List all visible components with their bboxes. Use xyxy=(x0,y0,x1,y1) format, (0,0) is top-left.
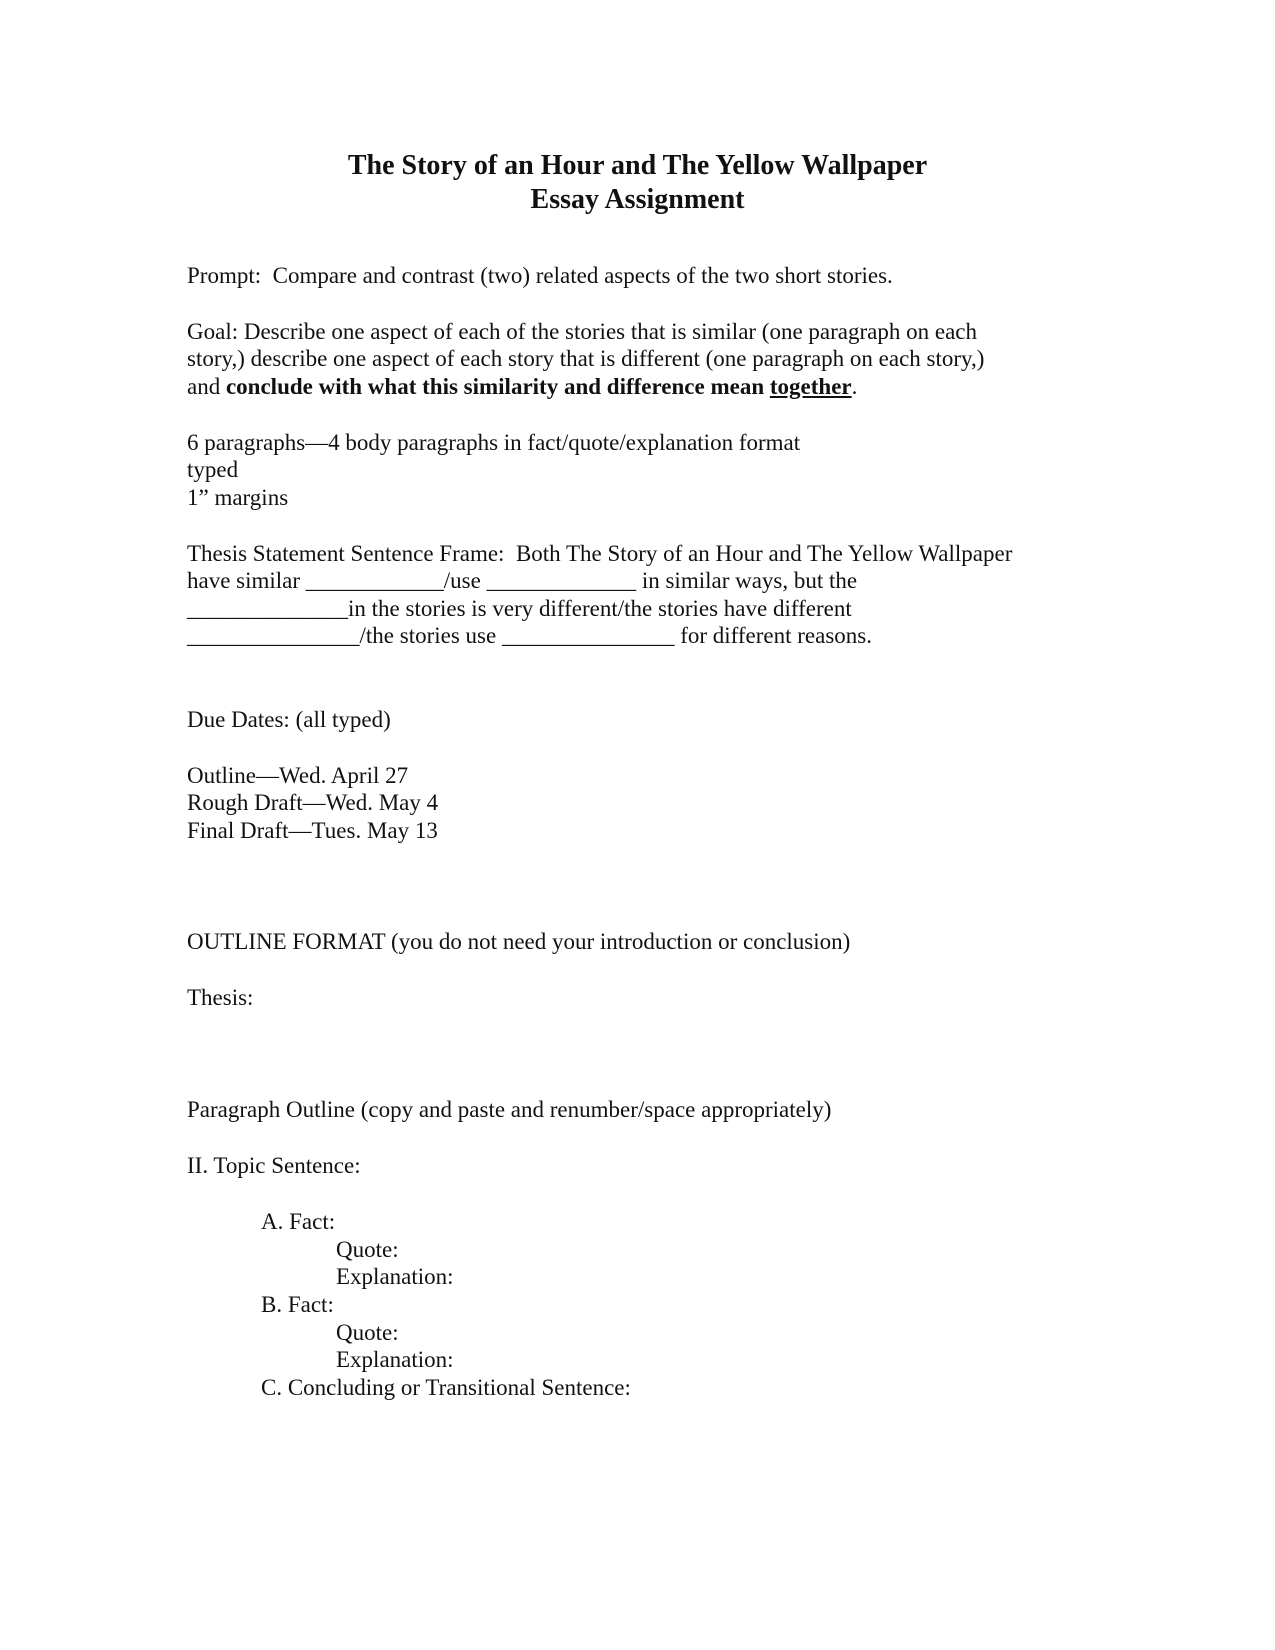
goal-line-2: story,) describe one aspect of each story that is different (one paragraph on each story,) xyxy=(187,346,985,371)
due-date-rough-draft: Rough Draft—Wed. May 4 xyxy=(187,790,439,815)
quote-a-label: Quote: xyxy=(336,1237,399,1262)
explanation-b-label: Explanation: xyxy=(336,1347,454,1372)
requirement-paragraphs: 6 paragraphs—4 body paragraphs in fact/quote/explanation format xyxy=(187,430,801,455)
document-subtitle: Essay Assignment xyxy=(530,184,745,215)
due-dates-heading: Due Dates: (all typed) xyxy=(187,707,391,732)
outline-format-heading: OUTLINE FORMAT (you do not need your introduction or conclusion) xyxy=(187,929,851,954)
explanation-a-label: Explanation: xyxy=(336,1264,454,1289)
prompt-text: Prompt: Compare and contrast (two) related aspects of the two short stories. xyxy=(187,263,893,288)
thesis-frame-line-3: ______________in the stories is very different/the stories have different xyxy=(187,596,852,621)
fact-a-label: A. Fact: xyxy=(261,1209,336,1234)
thesis-frame-line-1: Thesis Statement Sentence Frame: Both The Story of an Hour and The Yellow Wallpaper xyxy=(187,541,1013,566)
goal-line-3 xyxy=(187,373,857,401)
requirement-margins: 1” margins xyxy=(187,485,289,510)
goal-line-1: Goal: Describe one aspect of each of the stories that is similar (one paragraph on each xyxy=(187,319,977,344)
due-date-outline: Outline—Wed. April 27 xyxy=(187,763,409,788)
goal-prefix: and xyxy=(187,374,226,399)
requirement-typed: typed xyxy=(187,457,239,482)
thesis-frame-line-2: have similar ____________/use _____________ in similar ways, but the xyxy=(187,568,858,593)
document-title: The Story of an Hour and The Yellow Wallpaper xyxy=(347,150,928,181)
thesis-frame-line-4: _______________/the stories use _______________ for different reasons. xyxy=(187,623,873,648)
thesis-label: Thesis: xyxy=(187,985,254,1010)
goal-suffix: . xyxy=(851,374,858,399)
concluding-sentence-label: C. Concluding or Transitional Sentence: xyxy=(261,1375,631,1400)
fact-b-label: B. Fact: xyxy=(261,1292,334,1317)
goal-bold-text: conclude with what this similarity and difference mean xyxy=(225,374,770,399)
topic-sentence-label: II. Topic Sentence: xyxy=(187,1153,361,1178)
goal-underlined-word: together xyxy=(769,374,852,399)
due-date-final-draft: Final Draft—Tues. May 13 xyxy=(187,818,438,843)
quote-b-label: Quote: xyxy=(336,1320,399,1345)
paragraph-outline-heading: Paragraph Outline (copy and paste and renumber/space appropriately) xyxy=(187,1097,832,1122)
